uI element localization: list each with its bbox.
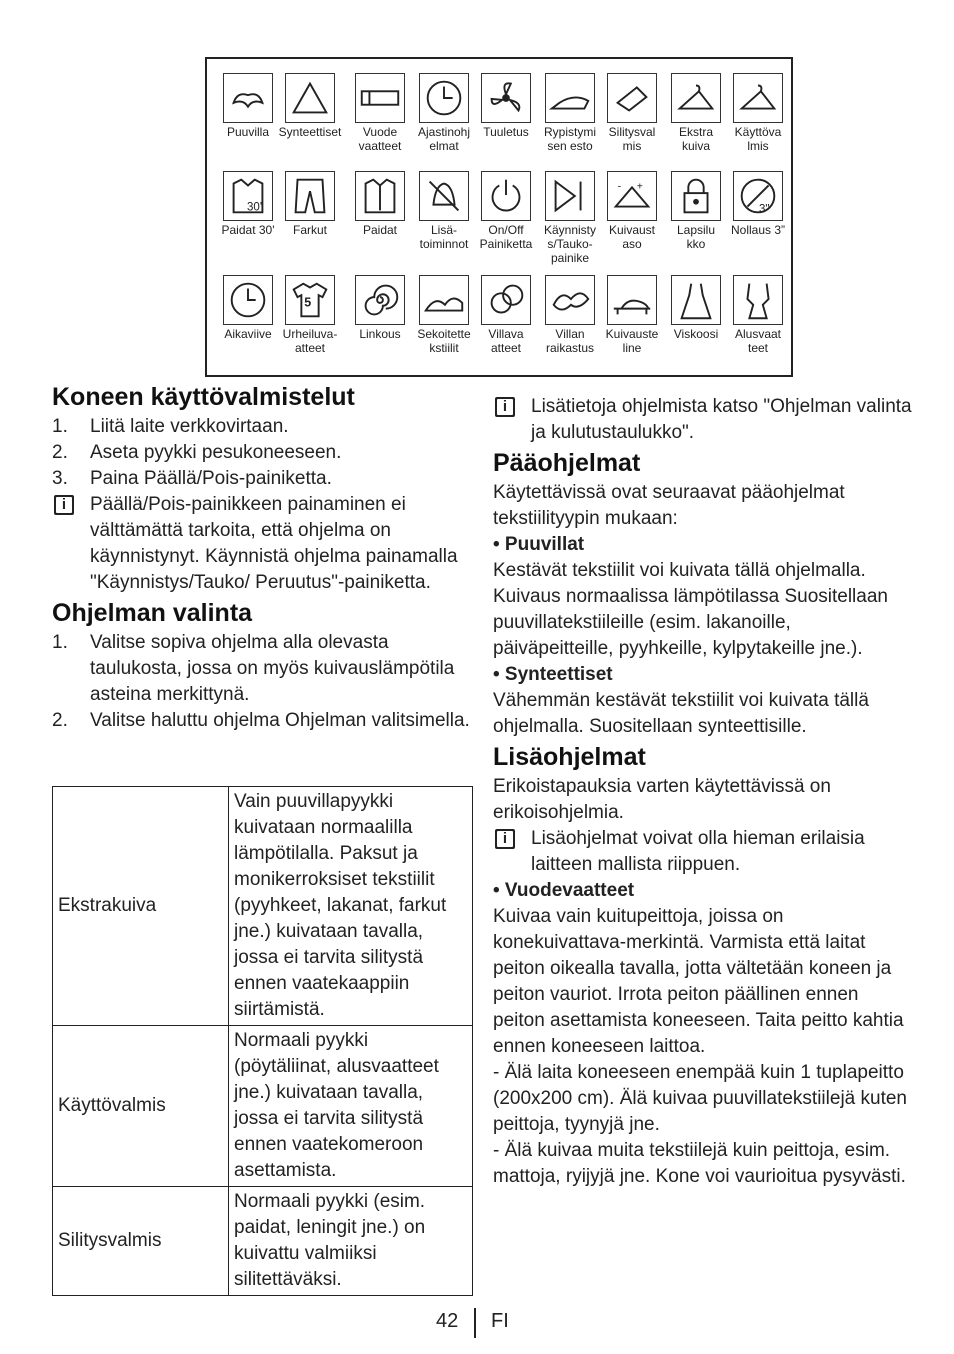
table-cell-program: Silitysvalmis [53, 1187, 229, 1296]
icon-label: Linkous [359, 327, 401, 341]
delay-clock-icon [223, 275, 273, 325]
right-column [493, 394, 913, 1190]
icon-cell [663, 171, 729, 251]
paragraph: Kestävät tekstiilit voi kuivata tällä ohjelmalla. Kuivaus normaalissa lämpötilassa Suositellaan puuvillatekstiileille (esim. lakanoille, päiväpeitteille, pyyhkeille, kylpytakeille jne.). [493, 560, 888, 659]
icon-label: Villan raikastus [545, 327, 595, 355]
page-footer [0, 1308, 954, 1338]
icon-cell [347, 275, 413, 341]
table-cell-description: Normaali pyykki (pöytäliinat, alusvaatteet jne.) kuivataan tavalla, jossa ei tarvita silitystä ennen vaatekomeroon asettamista. [229, 1026, 473, 1187]
svg-text:5: 5 [304, 295, 312, 310]
info-icon: i [495, 829, 515, 849]
svg-text:3": 3" [758, 203, 770, 216]
info-note: i Lisätietoja ohjelmista katso "Ohjelman valinta ja kulutustaulukko". [493, 394, 913, 446]
icon-label: Kuivaust aso [608, 223, 656, 251]
start-pause-icon [545, 171, 595, 221]
icon-label: Synteettiset [278, 125, 342, 139]
icon-cell [663, 73, 729, 153]
reset-3-icon [733, 171, 783, 221]
info-note: i Lisäohjelmat voivat olla hieman erilaisia laitteen mallista riippuen. [493, 826, 913, 878]
icon-label: Rypistymi sen esto [543, 125, 596, 153]
icon-label: Kuivauste line [605, 327, 659, 355]
section-heading-main-programs: Pääohjelmat [493, 449, 641, 477]
table-cell-description: Vain puuvillapyykki kuivataan normaalilla lämpötilalla. Paksut ja monikerroksiset tekstiilit (pyyhkeet, lakanat, farkut jne.) kuivataan tavalla, jossa ei tarvita silitystä ennen vaatekaappiin siirtämistä. [229, 787, 473, 1026]
alarm-off-icon [419, 171, 469, 221]
jeans-icon [285, 171, 335, 221]
icon-label: Viskoosi [673, 327, 719, 341]
child-lock-icon [671, 171, 721, 221]
icon-cell [599, 275, 665, 355]
bullet-heading: • Puuvillat [493, 534, 585, 555]
cupboard-dry-hanger-icon [733, 73, 783, 123]
section-heading-program-selection: Ohjelman valinta [52, 599, 253, 627]
extra-dry-hanger-icon [671, 73, 721, 123]
icon-label: Paidat 30' [221, 223, 275, 237]
icon-cell [277, 73, 343, 139]
sportswear-icon [285, 275, 335, 325]
list-item: 2. Aseta pyykki pesukoneeseen. [52, 442, 342, 463]
icon-cell [599, 171, 665, 251]
icon-cell [537, 171, 603, 265]
spin-icon [355, 275, 405, 325]
paragraph: Vähemmän kestävät tekstiilit voi kuivata tällä ohjelmalla. Suositellaan synteettisille. [493, 690, 869, 737]
icon-cell [599, 73, 665, 153]
icon-label: Villava atteet [488, 327, 524, 355]
svg-text:-: - [617, 180, 622, 193]
icon-label: Ekstra kuiva [678, 125, 713, 153]
section-heading-extra-programs: Lisäohjelmat [493, 743, 646, 771]
paragraph: Erikoistapauksia varten käytettävissä on erikoisohjelmia. [493, 776, 831, 823]
footer-divider [474, 1308, 476, 1338]
wool-refresh-icon [545, 275, 595, 325]
icon-label: On/Off Painiketta [479, 223, 533, 251]
mixed-textiles-icon [419, 275, 469, 325]
list-item: 3. Paina Päällä/Pois-painiketta. [52, 468, 332, 489]
bedding-icon [355, 73, 405, 123]
icon-label: Lapsilu kko [676, 223, 716, 251]
icon-label: Paidat [362, 223, 398, 237]
svg-text:+: + [636, 180, 643, 193]
icon-cell [277, 275, 343, 355]
icon-label: Alusvaat teet [734, 327, 782, 355]
section-heading-preparation: Koneen käyttövalmistelut [52, 383, 355, 411]
icon-cell [473, 275, 539, 355]
timer-icon [419, 73, 469, 123]
icon-label: Silitysval mis [608, 125, 656, 153]
paragraph: Kuivaa vain kuitupeittoja, joissa on konekuivattava-merkintä. Varmista että laitat peiton oikealla tavalla, jotta vältetään koneen ja peiton vauriot. Irrota peiton päällinen ennen peiton asettamista koneeseen. Taita peitto kahtia ennen koneeseen laittoa. [493, 906, 904, 1057]
icon-label: Nollaus 3” [730, 223, 786, 237]
list-item: 1. Valitse sopiva ohjelma alla olevasta taulukosta, jossa on myös kuivauslämpötila asteina merkittynä. [52, 632, 455, 705]
program-icon-panel [205, 57, 793, 377]
language-code: FI [491, 1310, 509, 1332]
paragraph: - Älä laita koneeseen enempää kuin 1 tuplapeitto (200x200 cm). Älä kuivaa puuvillatekstiilejä kuten peittoja, tyynyjä jne. [493, 1062, 907, 1135]
page-number: 42 [436, 1310, 459, 1332]
shirts-30-icon [223, 171, 273, 221]
icon-label: Puuvilla [226, 125, 270, 139]
iron-dry-icon [607, 73, 657, 123]
power-icon [481, 171, 531, 221]
list-item: 2. Valitse haluttu ohjelma Ohjelman valitsimella. [52, 710, 470, 731]
icon-cell [411, 171, 477, 251]
icon-cell [411, 275, 477, 355]
icon-cell [725, 171, 791, 237]
shirts-icon [355, 171, 405, 221]
icon-cell [663, 275, 729, 341]
left-column [52, 380, 477, 734]
table-cell-description: Normaali pyykki (esim. paidat, leningit jne.) on kuivattu valmiiksi silitettäväksi. [229, 1187, 473, 1296]
icon-cell [473, 73, 539, 139]
icon-cell [473, 171, 539, 251]
icon-label: Sekoitette kstiilit [417, 327, 471, 355]
icon-cell [347, 73, 413, 153]
icon-cell [215, 73, 281, 139]
table-row [53, 1187, 473, 1296]
viscose-dress-icon [671, 275, 721, 325]
icon-cell [215, 275, 281, 341]
table-row [53, 787, 473, 1026]
icon-cell [347, 171, 413, 237]
wool-icon [481, 275, 531, 325]
icon-cell [725, 73, 791, 153]
icon-label: Käynnisty s/Tauko- painike [543, 223, 597, 265]
paragraph: - Älä kuivaa muita tekstiilejä kuin peittoja, esim. mattoja, ryijyjä jne. Kone voi vaurioitua pysyvästi. [493, 1140, 906, 1187]
drying-rack-icon [607, 275, 657, 325]
paragraph: Käytettävissä ovat seuraavat pääohjelmat tekstiilityypin mukaan: [493, 482, 845, 529]
info-icon: i [495, 397, 515, 417]
anti-crease-icon [545, 73, 595, 123]
icon-cell [537, 275, 603, 355]
fan-icon [481, 73, 531, 123]
underwear-icon [733, 275, 783, 325]
icon-cell [277, 171, 343, 237]
info-note: i Päällä/Pois-painikkeen painaminen ei välttämättä tarkoita, että ohjelma on käynnistynyt. Käynnistä ohjelma painamalla "Käynnistys/Tauko/ Peruutus"-painiketta. [52, 492, 477, 596]
bullet-heading: • Vuodevaatteet [493, 880, 635, 901]
table-cell-program: Ekstrakuiva [53, 787, 229, 1026]
list-item: 1. Liitä laite verkkovirtaan. [52, 416, 289, 437]
bullet-heading: • Synteettiset [493, 664, 613, 685]
selection-steps [52, 630, 477, 734]
svg-text:30': 30' [247, 201, 263, 214]
icon-label: Urheiluva- atteet [282, 327, 338, 355]
icon-label: Aikaviive [224, 327, 272, 341]
table-row [53, 1026, 473, 1187]
table-cell-program: Käyttövalmis [53, 1026, 229, 1187]
icon-label: Ajastinohj elmat [417, 125, 471, 153]
icon-cell [215, 171, 281, 237]
icon-cell [537, 73, 603, 153]
icon-label: Farkut [292, 223, 327, 237]
icon-label: Käyttöva lmis [734, 125, 782, 153]
cotton-icon [223, 73, 273, 123]
icon-label: Tuuletus [483, 125, 529, 139]
dryness-table [52, 786, 473, 1296]
dryness-level-icon [607, 171, 657, 221]
icon-cell [725, 275, 791, 355]
info-icon: i [54, 495, 74, 515]
preparation-steps [52, 414, 477, 492]
icon-label: Vuode vaatteet [358, 125, 402, 153]
icon-cell [411, 73, 477, 153]
synthetics-icon [285, 73, 335, 123]
icon-label: Lisä- toiminnot [419, 223, 469, 251]
